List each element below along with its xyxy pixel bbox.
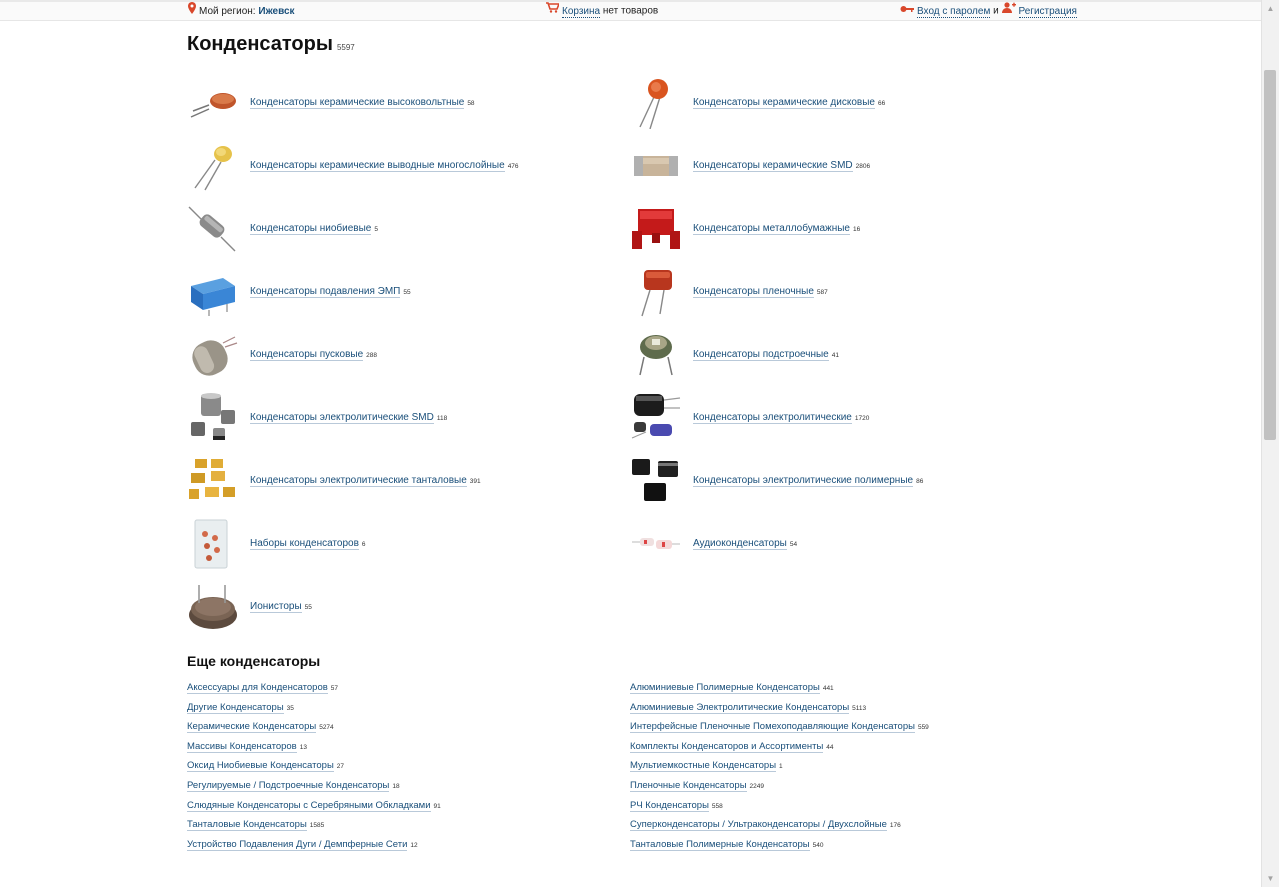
- more-count: 35: [286, 705, 294, 712]
- cart-status-text: нет товаров: [602, 5, 659, 17]
- more-link[interactable]: Мультиемкостные Конденсаторы: [630, 760, 777, 771]
- category-count: 58: [467, 100, 475, 107]
- category-item[interactable]: [187, 514, 627, 576]
- more-count: 559: [917, 724, 929, 731]
- category-grid: [187, 73, 1067, 643]
- more-count: 540: [812, 842, 824, 849]
- scrollbar-thumb[interactable]: [1264, 70, 1276, 440]
- category-link[interactable]: Конденсаторы подстроечные: [693, 349, 829, 360]
- category-count: 1720: [854, 415, 870, 422]
- more-link[interactable]: Пленочные Конденсаторы: [630, 780, 747, 791]
- cart-link[interactable]: Корзина: [562, 5, 601, 17]
- scroll-up-icon[interactable]: ▲: [1266, 4, 1275, 13]
- list-item[interactable]: [187, 838, 418, 856]
- more-link[interactable]: РЧ Конденсаторы: [630, 800, 709, 811]
- category-count: 6: [361, 541, 366, 548]
- list-item[interactable]: [630, 740, 834, 758]
- category-count: 587: [816, 289, 828, 296]
- category-item[interactable]: [630, 262, 1070, 324]
- more-link[interactable]: Танталовые Конденсаторы: [187, 819, 307, 830]
- category-link[interactable]: Ионисторы: [250, 601, 302, 612]
- list-item[interactable]: [630, 759, 783, 777]
- more-count: 18: [392, 783, 400, 790]
- more-count: 13: [299, 744, 307, 751]
- category-item[interactable]: [630, 451, 1070, 513]
- category-item[interactable]: [187, 73, 627, 135]
- and-text: и: [993, 5, 999, 17]
- category-count: 66: [877, 100, 886, 107]
- more-link[interactable]: Другие Конденсаторы: [187, 702, 284, 713]
- list-item[interactable]: [187, 779, 400, 797]
- more-count: 441: [822, 685, 834, 692]
- category-item[interactable]: [630, 73, 1070, 135]
- more-count: 12: [410, 842, 418, 849]
- list-item[interactable]: [630, 720, 929, 738]
- category-count: 288: [366, 352, 377, 359]
- category-item[interactable]: [187, 577, 627, 639]
- login-link[interactable]: Вход с паролем: [917, 5, 991, 17]
- smd-ceramic-capacitor-icon[interactable]: [630, 140, 682, 192]
- category-item[interactable]: [630, 199, 1070, 261]
- category-item[interactable]: [187, 262, 627, 324]
- more-count: 27: [336, 763, 345, 770]
- category-count: 86: [916, 478, 924, 485]
- list-item[interactable]: [630, 818, 901, 836]
- page-title-count: 5597: [336, 43, 355, 52]
- metal-paper-capacitor-icon[interactable]: [630, 203, 682, 255]
- register-link[interactable]: Регистрация: [1018, 5, 1077, 17]
- niobium-capacitor-icon[interactable]: [187, 203, 239, 255]
- auth-links: [900, 2, 1077, 21]
- more-link[interactable]: Танталовые Полимерные Конденсаторы: [630, 839, 810, 850]
- more-count: 5274: [319, 724, 334, 731]
- top-bar: [0, 2, 1262, 21]
- electrolytic-capacitor-icon[interactable]: [630, 392, 682, 444]
- trimmer-capacitor-icon[interactable]: [630, 329, 682, 381]
- motor-start-capacitor-icon[interactable]: [187, 329, 239, 381]
- category-link[interactable]: Конденсаторы керамические SMD: [693, 160, 853, 171]
- category-link[interactable]: Конденсаторы керамические дисковые: [693, 97, 875, 108]
- list-item[interactable]: [630, 838, 823, 856]
- cart-status: [546, 2, 658, 21]
- more-link[interactable]: Устройство Подавления Дуги / Демпферные Сети: [187, 839, 408, 850]
- category-count: 5: [374, 226, 378, 233]
- more-count: 1: [779, 763, 783, 770]
- more-link[interactable]: Интерфейсные Пленочные Помехоподавляющие Конденсаторы: [630, 721, 915, 732]
- emi-suppression-capacitor-icon[interactable]: [187, 266, 239, 318]
- ceramic-disc-capacitor-icon[interactable]: [630, 77, 682, 129]
- page-title-text: Конденсаторы: [187, 33, 333, 55]
- more-link[interactable]: Керамические Конденсаторы: [187, 721, 317, 732]
- more-count: 91: [433, 803, 441, 810]
- category-link[interactable]: Конденсаторы электролитические танталовые: [250, 475, 467, 486]
- supercapacitor-icon[interactable]: [187, 581, 239, 633]
- more-link[interactable]: Оксид Ниобиевые Конденсаторы: [187, 760, 334, 771]
- category-count: 55: [304, 604, 312, 611]
- category-link[interactable]: Аудиоконденсаторы: [693, 538, 787, 549]
- category-count: 16: [853, 226, 861, 233]
- list-item[interactable]: [630, 681, 834, 699]
- category-link[interactable]: Конденсаторы электролитические полимерные: [693, 475, 914, 486]
- region-label: Мой регион:: [199, 6, 256, 18]
- category-count: 54: [789, 541, 798, 548]
- list-item[interactable]: [630, 779, 764, 797]
- polymer-capacitor-icon[interactable]: [630, 455, 682, 507]
- list-item[interactable]: [187, 799, 441, 817]
- list-item[interactable]: [187, 759, 344, 777]
- category-count: 41: [831, 352, 839, 359]
- category-count: 391: [469, 478, 481, 485]
- cart-icon: [546, 2, 559, 20]
- list-item[interactable]: [187, 818, 324, 836]
- more-link[interactable]: Аксессуары для Конденсаторов: [187, 682, 328, 693]
- list-item[interactable]: [187, 681, 338, 699]
- category-item[interactable]: [187, 136, 627, 198]
- scroll-down-icon[interactable]: ▼: [1266, 874, 1275, 883]
- category-item[interactable]: [187, 388, 627, 450]
- list-item[interactable]: [187, 701, 294, 719]
- category-link[interactable]: Конденсаторы ниобиевые: [250, 223, 372, 234]
- region-selector: [188, 2, 295, 21]
- ceramic-multilayer-capacitor-icon[interactable]: [187, 140, 239, 192]
- category-item[interactable]: [630, 514, 1070, 576]
- more-link[interactable]: Комплекты Конденсаторов и Ассортименты: [630, 741, 824, 752]
- category-link[interactable]: Конденсаторы керамические выводные многослойные: [250, 160, 505, 171]
- add-user-icon: [1002, 2, 1016, 20]
- more-count: 44: [826, 744, 834, 751]
- more-link[interactable]: Алюминиевые Полимерные Конденсаторы: [630, 682, 820, 693]
- category-item[interactable]: [630, 388, 1070, 450]
- more-link[interactable]: Слюдяные Конденсаторы с Серебряными Обкладками: [187, 800, 431, 811]
- category-item[interactable]: [630, 325, 1070, 387]
- more-link[interactable]: Регулируемые / Подстроечные Конденсаторы: [187, 780, 390, 791]
- category-count: 55: [403, 289, 411, 296]
- more-count: 558: [711, 803, 723, 810]
- category-item[interactable]: [187, 199, 627, 261]
- category-item[interactable]: [187, 325, 627, 387]
- audio-capacitor-icon[interactable]: [630, 518, 682, 570]
- vertical-scrollbar[interactable]: [1261, 0, 1279, 887]
- category-item[interactable]: [630, 136, 1070, 198]
- capacitor-kit-icon[interactable]: [187, 518, 239, 570]
- more-count: 176: [889, 822, 901, 829]
- tantalum-capacitor-icon[interactable]: [187, 455, 239, 507]
- more-link[interactable]: Массивы Конденсаторов: [187, 741, 297, 752]
- category-link[interactable]: Конденсаторы электролитические SMD: [250, 412, 434, 423]
- more-count: 2249: [749, 783, 764, 790]
- category-count: 476: [507, 163, 519, 170]
- ceramic-hv-capacitor-icon[interactable]: [187, 77, 239, 129]
- more-count: 5113: [852, 705, 867, 712]
- more-link[interactable]: Алюминиевые Электролитические Конденсаторы: [630, 702, 850, 713]
- category-link[interactable]: Конденсаторы подавления ЭМП: [250, 286, 401, 297]
- category-count: 118: [436, 415, 448, 422]
- location-pin-icon: [188, 2, 196, 21]
- more-count: 1585: [309, 822, 325, 829]
- list-item[interactable]: [630, 799, 723, 817]
- category-item[interactable]: [187, 451, 627, 513]
- category-count: 2806: [855, 163, 871, 170]
- category-link[interactable]: Конденсаторы пленочные: [693, 286, 814, 297]
- category-link[interactable]: Конденсаторы металлобумажные: [693, 223, 850, 234]
- more-section-title: Еще конденсаторы: [187, 653, 321, 669]
- category-link[interactable]: Наборы конденсаторов: [250, 538, 359, 549]
- film-capacitor-icon[interactable]: [630, 266, 682, 318]
- list-item[interactable]: [187, 720, 334, 738]
- key-icon: [900, 2, 914, 20]
- category-link[interactable]: Конденсаторы керамические высоковольтные: [250, 97, 465, 108]
- category-link[interactable]: Конденсаторы электролитические: [693, 412, 852, 423]
- more-link[interactable]: Суперконденсаторы / Ультраконденсаторы / Двухслойные: [630, 819, 887, 830]
- list-item[interactable]: [187, 740, 307, 758]
- list-item[interactable]: [630, 701, 866, 719]
- more-count: 57: [330, 685, 339, 692]
- smd-electrolytic-capacitor-icon[interactable]: [187, 392, 239, 444]
- page-title: [187, 33, 355, 56]
- region-value[interactable]: Ижевск: [258, 6, 295, 18]
- category-link[interactable]: Конденсаторы пусковые: [250, 349, 364, 360]
